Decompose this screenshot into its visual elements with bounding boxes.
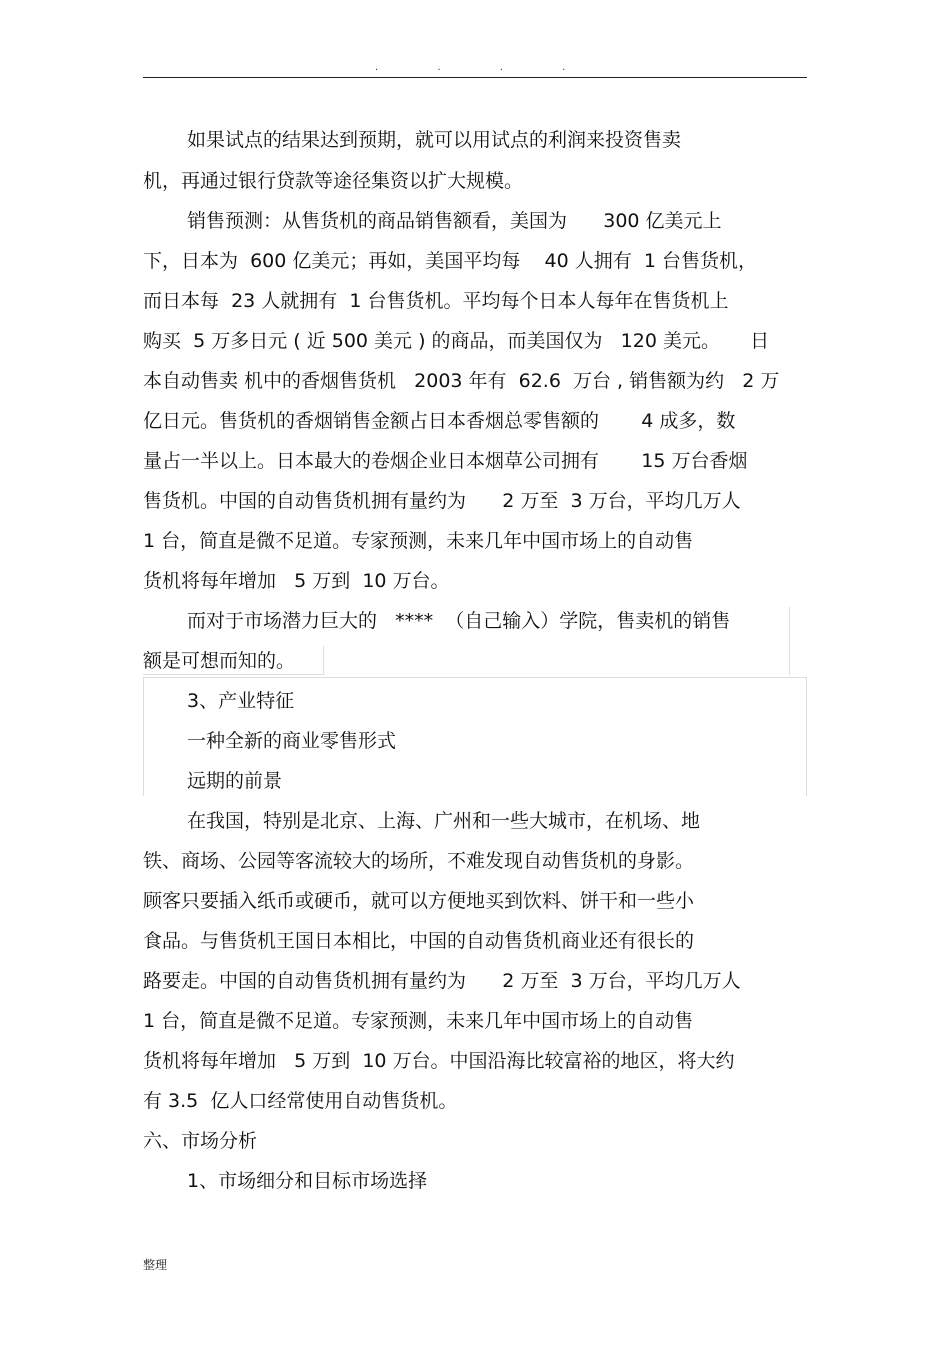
- paragraph-line: 铁、商场、公园等客流较大的场所，不难发现自动售货机的身影。: [143, 850, 695, 872]
- paragraph-line: 路要走。中国的自动售货机拥有量约为 2 万至 3 万台，平均几万人: [143, 970, 741, 992]
- paragraph-line: 销售预测：从售货机的商品销售额看，美国为 300 亿美元上: [187, 210, 722, 232]
- paragraph-line: 顾客只要插入纸币或硬币，就可以方便地买到饮料、饼干和一些小: [143, 890, 695, 912]
- paragraph-line: 机，再通过银行贷款等途径集资以扩大规模。: [143, 170, 524, 192]
- section-heading: 3、产业特征: [187, 690, 295, 712]
- paragraph-line: 在我国，特别是北京、上海、广州和一些大城市，在机场、地: [187, 810, 701, 832]
- header-dots: . . . .: [375, 62, 594, 73]
- paragraph-line: 购买 5 万多日元 ( 近 500 美元 ) 的商品，而美国仅为 120 美元。 日: [143, 330, 770, 352]
- paragraph-line: 而日本每 23 人就拥有 1 台售货机。平均每个日本人每年在售货机上: [143, 290, 729, 312]
- paragraph-line: 货机将每年增加 5 万到 10 万台。中国沿海比较富裕的地区，将大约: [143, 1050, 735, 1072]
- header-rule: [143, 77, 807, 78]
- paragraph-line: 售货机。中国的自动售货机拥有量约为 2 万至 3 万台，平均几万人: [143, 490, 741, 512]
- list-item: 一种全新的商业零售形式: [187, 730, 397, 752]
- footer-label: 整理: [143, 1258, 168, 1272]
- list-item: 远期的前景: [187, 770, 283, 792]
- paragraph-line: 亿日元。售货机的香烟销售金额占日本香烟总零售额的 4 成多，数: [143, 410, 736, 432]
- paragraph-line: 食品。与售货机王国日本相比，中国的自动售货机商业还有很长的: [143, 930, 695, 952]
- paragraph-line: 有 3.5 亿人口经常使用自动售货机。: [143, 1090, 458, 1112]
- paragraph-line: 1 台，简直是微不足道。专家预测，未来几年中国市场上的自动售: [143, 530, 694, 552]
- paragraph-line: 货机将每年增加 5 万到 10 万台。: [143, 570, 450, 592]
- paragraph-line: 1 台，简直是微不足道。专家预测，未来几年中国市场上的自动售: [143, 1010, 694, 1032]
- paragraph-line: 量占一半以上。日本最大的卷烟企业日本烟草公司拥有 15 万台香烟: [143, 450, 748, 472]
- paragraph-line: 而对于市场潜力巨大的 **** （自己输入）学院，售卖机的销售: [187, 610, 731, 632]
- paragraph-line: 如果试点的结果达到预期，就可以用试点的利润来投资售卖: [187, 129, 682, 151]
- paragraph-line: 本自动售卖 机中的香烟售货机 2003 年有 62.6 万台 , 销售额为约 2 万: [143, 370, 780, 392]
- section-heading: 六、市场分析: [143, 1130, 258, 1152]
- subsection-heading: 1、市场细分和目标市场选择: [187, 1170, 428, 1192]
- paragraph-line: 下，日本为 600 亿美元；再如，美国平均每 40 人拥有 1 台售货机，: [143, 250, 757, 272]
- paragraph-line: 额是可想而知的。: [143, 650, 296, 672]
